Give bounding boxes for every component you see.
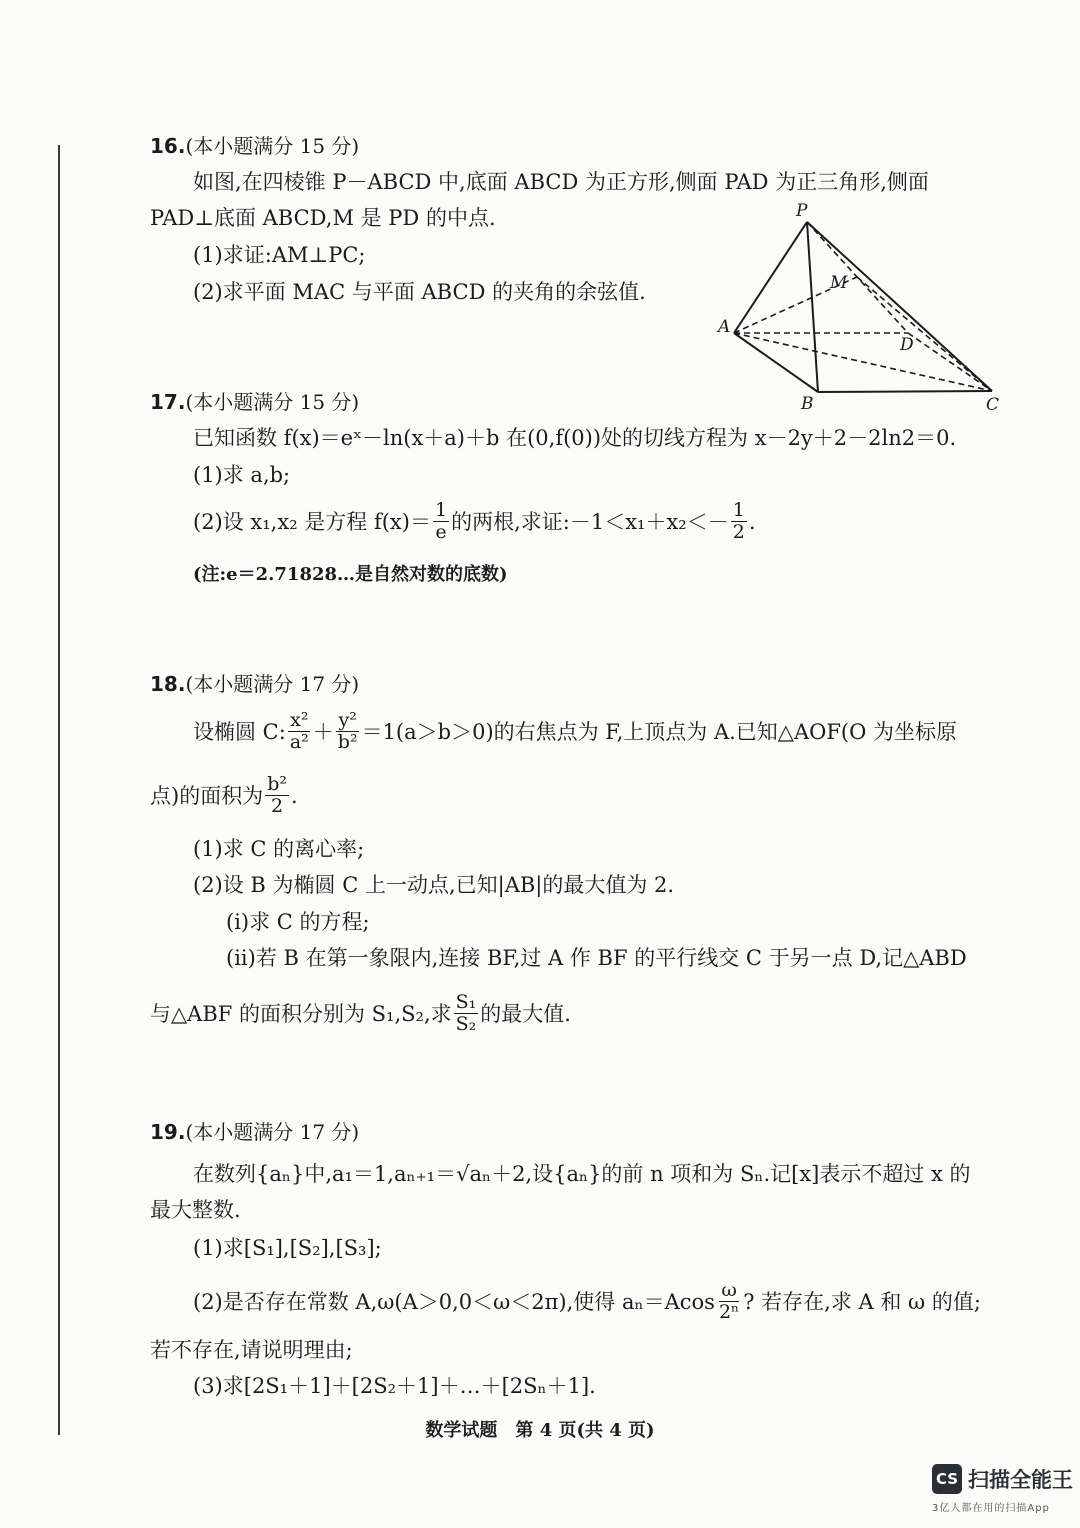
label-c: C [986, 395, 1000, 415]
q17-note: (注:e＝2.71828…是自然对数的底数) [193, 564, 508, 585]
q17-part1: (1)求 a,b; [193, 463, 291, 487]
q19-header: 19.(本小题满分 17 分) [150, 1120, 360, 1144]
q18-part2-ii: (ii)若 B 在第一象限内,连接 BF,过 A 作 BF 的平行线交 C 于另一点 D,记△ABD [226, 946, 967, 970]
q16-part2: (2)求平面 MAC 与平面 ABCD 的夹角的余弦值. [193, 280, 646, 304]
fraction-b2-2: $\frac{\text{b²}}{2}$ [267, 773, 287, 817]
q19-part1: (1)求[S₁],[S₂],[S₃]; [193, 1236, 382, 1260]
fraction-1-over-e: $\frac{1}{e}$ [434, 499, 448, 543]
q18-header: 18.(本小题满分 17 分) [150, 672, 360, 696]
camscanner-name: 扫描全能王 [968, 1468, 1073, 1492]
camscanner-logo-icon: CS [932, 1464, 962, 1494]
pyramid-figure [700, 196, 1020, 418]
label-a: A [718, 317, 731, 337]
q16-part1: (1)求证:AM⊥PC; [193, 243, 366, 267]
q16-line2: PAD⊥底面 ABCD,M 是 PD 的中点. [150, 206, 496, 230]
q18-line1: 设椭圆 C: $\frac{\text{x²}}{\text{a²}}$ ＋ $\frac{\text{y²}}{\text{b²}}$ ＝1(a＞b＞0)的右焦点为 F,上顶点为 A.已知△AOF(O 为坐标原 [193, 709, 957, 753]
fraction-1-over-2: $\frac{1}{2}$ [732, 499, 745, 543]
fraction-x2-a2: $\frac{\text{x²}}{\text{a²}}$ [289, 709, 309, 753]
q18-part1: (1)求 C 的离心率; [193, 837, 365, 861]
q18-part2-i: (i)求 C 的方程; [226, 910, 370, 934]
q19-part3: (3)求[2S₁＋1]＋[2S₂＋1]＋…＋[2Sₙ＋1]. [193, 1374, 596, 1398]
fraction-omega-2n: $\frac{\omega}{\text{2ⁿ}}$ [718, 1279, 740, 1323]
q18-line2: 点)的面积为 $\frac{\text{b²}}{2}$ . [150, 773, 298, 817]
q16-header: 16.(本小题满分 15 分) [150, 134, 360, 158]
page-footer: 数学试题 第 4 页(共 4 页) [425, 1420, 655, 1441]
q19-part2: (2)是否存在常数 A,ω(A＞0,0＜ω＜2π),使得 aₙ＝Acos $\frac{\omega}{\text{2ⁿ}}$ ? 若存在,求 A 和 ω 的值; [193, 1279, 981, 1323]
label-b: B [801, 394, 814, 414]
q17-line1: 已知函数 f(x)＝eˣ－ln(x＋a)＋b 在(0,f(0))处的切线方程为 x－2y＋2－2ln2＝0. [193, 426, 957, 450]
q19-line1: 在数列{aₙ}中,a₁＝1,aₙ₊₁＝√aₙ＋2,设{aₙ}的前 n 项和为 Sₙ.记[x]表示不超过 x 的 [193, 1162, 971, 1186]
q19-part2-line2: 若不存在,请说明理由; [150, 1338, 353, 1362]
q18-part2-ii-b: 与△ABF 的面积分别为 S₁,S₂,求 $\frac{\text{S₁}}{\text{S₂}}$ 的最大值. [150, 991, 571, 1035]
q17-header: 17.(本小题满分 15 分) [150, 390, 360, 414]
fraction-y2-b2: $\frac{\text{y²}}{\text{b²}}$ [337, 709, 358, 753]
q18-part2: (2)设 B 为椭圆 C 上一动点,已知|AB|的最大值为 2. [193, 873, 675, 897]
fraction-s1-s2: $\frac{\text{S₁}}{\text{S₂}}$ [455, 991, 477, 1035]
label-p: P [796, 201, 808, 221]
margin-line [58, 145, 60, 1435]
q16-line1: 如图,在四棱锥 P－ABCD 中,底面 ABCD 为正方形,侧面 PAD 为正三角形,侧面 [193, 170, 929, 194]
q19-line2: 最大整数. [150, 1198, 241, 1222]
label-d: D [900, 335, 914, 355]
camscanner-watermark [932, 1464, 1073, 1494]
camscanner-tagline: 3亿人都在用的扫描App [932, 1503, 1050, 1514]
label-m: M [830, 273, 848, 293]
q17-part2: (2)设 x₁,x₂ 是方程 f(x)＝ $\frac{1}{e}$ 的两根,求证:－1＜x₁＋x₂＜－ $\frac{1}{2}$ . [193, 499, 756, 543]
